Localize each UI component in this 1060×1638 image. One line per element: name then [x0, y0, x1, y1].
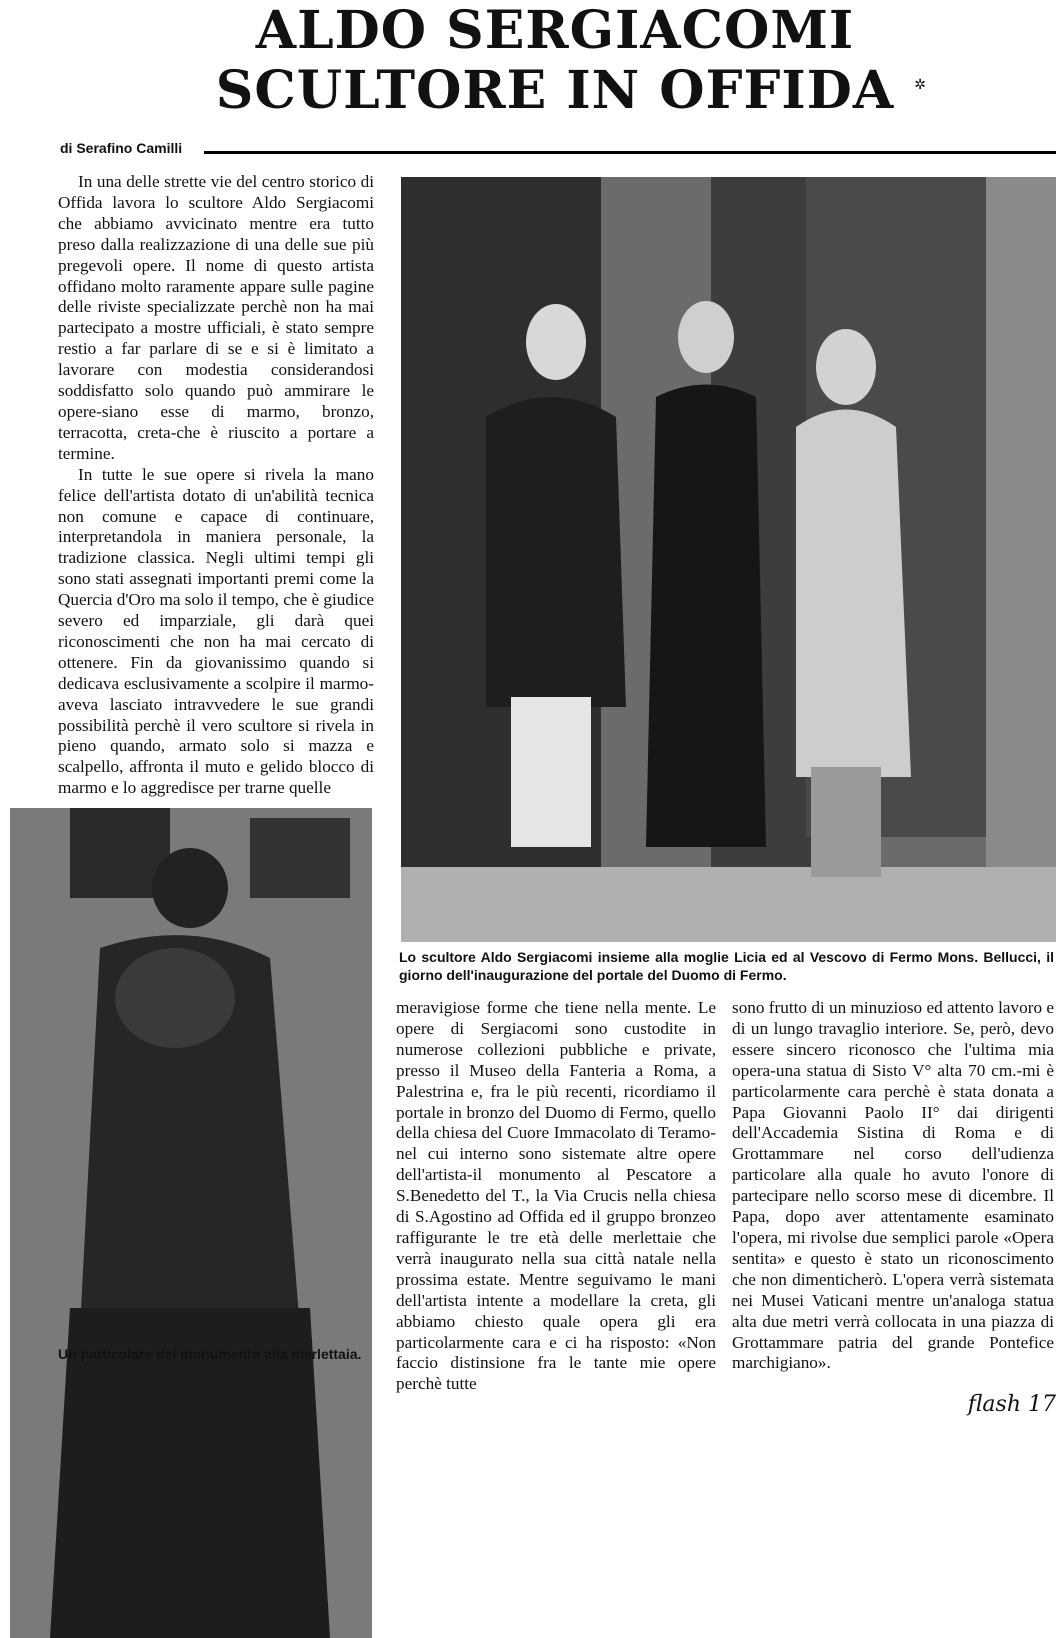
headline-line-1: ALDO SERGIACOMI [255, 0, 855, 61]
byline-rule [204, 151, 1056, 154]
article-column-1 [58, 172, 374, 799]
photo-illustration [401, 177, 1056, 942]
headline-line-2: SCULTORE IN OFFIDA [215, 60, 895, 121]
statue-photo [10, 808, 372, 1638]
ornament-icon: ✲ [914, 78, 926, 93]
article-column-3 [732, 998, 1054, 1374]
paragraph: meravigiose forme che tiene nella mente. Le opere di Sergiacomi sono custodite in numerose collezioni pubbliche e private, presso il Museo della Fanteria a Roma, a Palestrina e, fra le più recenti, ricordiamo il portale in bronzo del Duomo di Fermo, quello della chiesa del Cuore Immacolato di Teramo-nel cui interno sono sistemate altre opere dell'artista-il monumento al Pescatore a S.Benedetto del T., la Via Crucis nella chiesa di S.Agostino ad Offida ed il gruppo bronzeo raffigurante le tre età delle merlettaie che verrà inaugurato nella sua città natale nella prossima estate. Mentre seguivamo le mani dell'artista intente a modellare la creta, gli abbiamo chiesto quale opera gli era particolarmente cara e ci ha risposto: «Non faccio distinsione fra le tante mie opere perchè tutte [396, 998, 716, 1394]
statue-photo-caption: Un particolare del monumento alla merlettaia. [58, 1346, 362, 1362]
main-photo [401, 177, 1056, 942]
paragraph: In una delle strette vie del centro storico di Offida lavora lo scultore Aldo Sergiacomi che abbiamo avvicinato mentre era tutto preso dalla realizzazione di una delle sue più pregevoli opere. Il nome di questo artista offidano molto raramente appare sulle pagine delle riviste specializzate perchè non ha mai partecipato a mostre ufficiali, è stato sempre restio a far parlare di se e si è limitato a lavorare con modestia considerandosi soddisfatto solo quando può ammirare le opere-siano esse di marmo, bronzo, terracotta, creta-che è riuscito a portare a termine. [58, 172, 374, 463]
statue-illustration [10, 808, 372, 1638]
byline: di Serafino Camilli [60, 140, 183, 156]
article-column-2 [396, 998, 716, 1395]
paragraph: In tutte le sue opere si rivela la mano felice dell'artista dotato di un'abilità tecnica non comune e capace di continuare, interpretandola in maniera personale, la tradizione classica. Negli ultimi tempi gli sono stati assegnati importanti premi come la Quercia d'Oro ma solo il tempo, che è giudice severo ed imparziale, gli darà quei riconoscimenti che non ha mai cercato di ottenere. Fin da giovanissimo quando si dedicava esclusivamente a scolpire il marmo-aveva lasciato intravvedere le sue grandi possibilità perchè il vero scultore si rivela in pieno quando, armato solo si mazza e scalpello, affronta il muto e gelido blocco di marmo e lo aggredisce per trarne quelle [58, 464, 374, 798]
page-footer [968, 1392, 1056, 1417]
main-photo-caption: Lo scultore Aldo Sergiacomi insieme alla moglie Licia ed al Vescovo di Fermo Mons. Bellucci, il giorno dell'inaugurazione del portale del Duomo di Fermo. [399, 949, 1054, 983]
magazine-logo: flash [967, 1392, 1021, 1417]
paragraph: sono frutto di un minuzioso ed attento lavoro e di un lungo travaglio interiore. Se, però, devo essere sincero riconosco che l'ultima mia opera-una statua di Sisto V° alta 70 cm.-mi è particolarmente cara perchè è stata donata a Papa Giovanni Paolo II° dai dirigenti dell'Accademia Sistina di Roma e di Grottammare nel corso dell'udienza particolare alla quale ho avuto l'onore di partecipare nello scorso mese di dicembre. Il Papa, dopo aver attentamente esaminato l'opera, mi rivolse due semplici parole «Opera sentita» e questo è stato un riconoscimento che non dimenticherò. L'opera verrà sistemata nei Musei Vaticani mentre un'analoga statua alta due metri verrà collocata in una piazza di Grottammare patria del grande Pontefice marchigiano». [732, 998, 1054, 1373]
page-number: 17 [1028, 1392, 1056, 1417]
